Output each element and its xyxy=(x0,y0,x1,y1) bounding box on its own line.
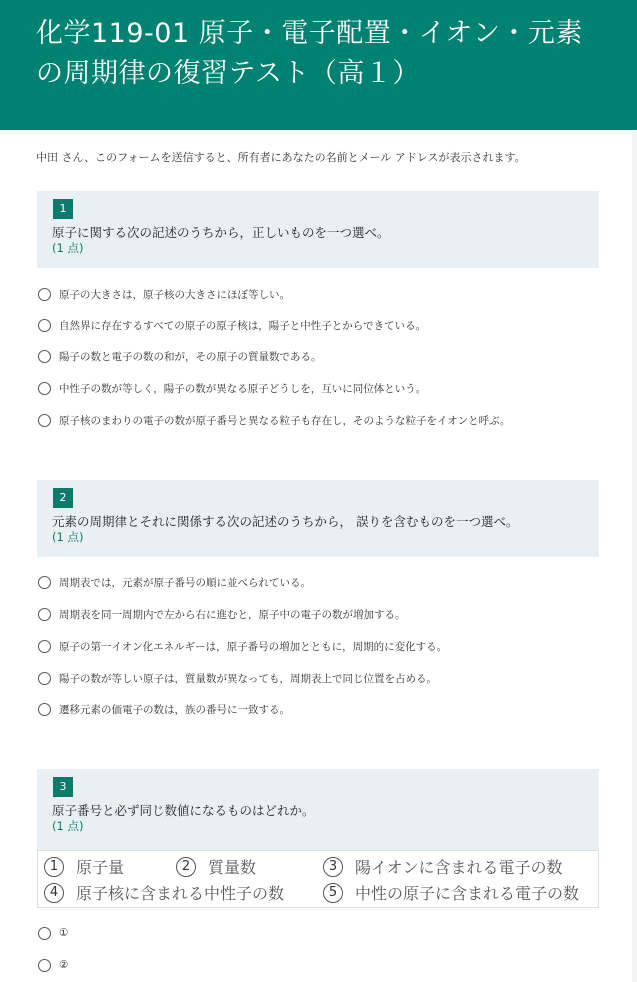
option-label: 陽イオンに含まれる電子の数 xyxy=(355,858,563,877)
image-option xyxy=(323,881,579,904)
choice-option[interactable] xyxy=(38,956,68,974)
choice-option[interactable] xyxy=(38,347,322,365)
question-card-3 xyxy=(37,769,599,850)
question-image xyxy=(37,850,599,908)
radio-button[interactable] xyxy=(38,672,51,685)
radio-button[interactable] xyxy=(38,640,51,653)
image-option xyxy=(44,855,124,878)
choice-option[interactable] xyxy=(38,411,510,429)
choice-label: 中性子の数が等しく，陽子の数が異なる原子どうしを，互いに同位体という。 xyxy=(59,382,427,395)
radio-button[interactable] xyxy=(38,959,51,972)
question-card-1 xyxy=(37,191,599,268)
choice-option[interactable] xyxy=(38,637,447,655)
option-mark: 1 xyxy=(44,857,64,877)
choice-label: ② xyxy=(59,959,69,971)
question-points: (1 点) xyxy=(52,530,84,544)
choice-option[interactable] xyxy=(38,573,311,591)
radio-button[interactable] xyxy=(38,927,51,940)
choice-label: 原子の大きさは，原子核の大きさにほぼ等しい。 xyxy=(59,288,290,301)
image-option xyxy=(323,855,563,878)
choice-label: 周期表では，元素が原子番号の順に並べられている。 xyxy=(59,576,311,589)
scrollbar-track[interactable] xyxy=(632,130,637,982)
question-text: 原子番号と必ず同じ数値になるものはどれか。 xyxy=(52,803,315,818)
question-card-2 xyxy=(37,480,599,557)
image-option xyxy=(176,855,256,878)
option-mark: 5 xyxy=(323,883,343,903)
radio-button[interactable] xyxy=(38,576,51,589)
radio-button[interactable] xyxy=(38,414,51,427)
choice-option[interactable] xyxy=(38,285,290,303)
choice-label: 原子の第一イオン化エネルギーは，原子番号の増加とともに，周期的に変化する。 xyxy=(59,640,448,653)
choice-option[interactable] xyxy=(38,669,437,687)
question-points: (1 点) xyxy=(52,241,84,255)
option-mark: 4 xyxy=(44,883,64,903)
question-text: 元素の周期律とそれに関係する次の記述のうちから， 誤りを含むものを一つ選べ。 xyxy=(52,514,519,529)
question-number: 2 xyxy=(53,488,73,508)
choice-label: 遷移元素の価電子の数は，族の番号に一致する。 xyxy=(59,703,290,716)
choice-option[interactable] xyxy=(38,924,68,942)
option-mark: 2 xyxy=(176,857,196,877)
option-label: 質量数 xyxy=(208,858,257,877)
identity-notice: 中田 さん、このフォームを送信すると、所有者にあなたの名前とメール アドレスが表示されます。 xyxy=(36,151,526,164)
form-title: 化学119-01 原子・電子配置・イオン・元素の周期律の復習テスト（高１） xyxy=(36,18,583,89)
radio-button[interactable] xyxy=(38,703,51,716)
form-header xyxy=(0,0,637,130)
question-text: 原子に関する次の記述のうちから，正しいものを一つ選べ。 xyxy=(52,225,390,240)
choice-label: 原子核のまわりの電子の数が原子番号と異なる粒子も存在し，そのような粒子をイオンと呼ぶ。 xyxy=(59,414,511,427)
choice-option[interactable] xyxy=(38,605,406,623)
question-number: 1 xyxy=(53,199,73,219)
image-option xyxy=(44,881,284,904)
choice-option[interactable] xyxy=(38,316,426,334)
radio-button[interactable] xyxy=(38,608,51,621)
radio-button[interactable] xyxy=(38,288,51,301)
question-number: 3 xyxy=(53,777,73,797)
choice-label: 陽子の数と電子の数の和が，その原子の質量数である。 xyxy=(59,350,322,363)
option-label: 原子量 xyxy=(76,858,125,877)
radio-button[interactable] xyxy=(38,350,51,363)
question-points: (1 点) xyxy=(52,819,84,833)
choice-option[interactable] xyxy=(38,379,426,397)
option-label: 中性の原子に含まれる電子の数 xyxy=(355,884,580,903)
radio-button[interactable] xyxy=(38,319,51,332)
choice-label: 陽子の数が等しい原子は，質量数が異なっても，周期表上で同じ位置を占める。 xyxy=(59,672,437,685)
choice-label: 周期表を同一周期内で左から右に進むと，原子中の電子の数が増加する。 xyxy=(59,608,406,621)
option-label: 原子核に含まれる中性子の数 xyxy=(76,884,285,903)
choice-label: 自然界に存在するすべての原子の原子核は，陽子と中性子とからできている。 xyxy=(59,319,427,332)
option-mark: 3 xyxy=(323,857,343,877)
choice-option[interactable] xyxy=(38,700,290,718)
choice-label: ① xyxy=(59,927,69,939)
radio-button[interactable] xyxy=(38,382,51,395)
